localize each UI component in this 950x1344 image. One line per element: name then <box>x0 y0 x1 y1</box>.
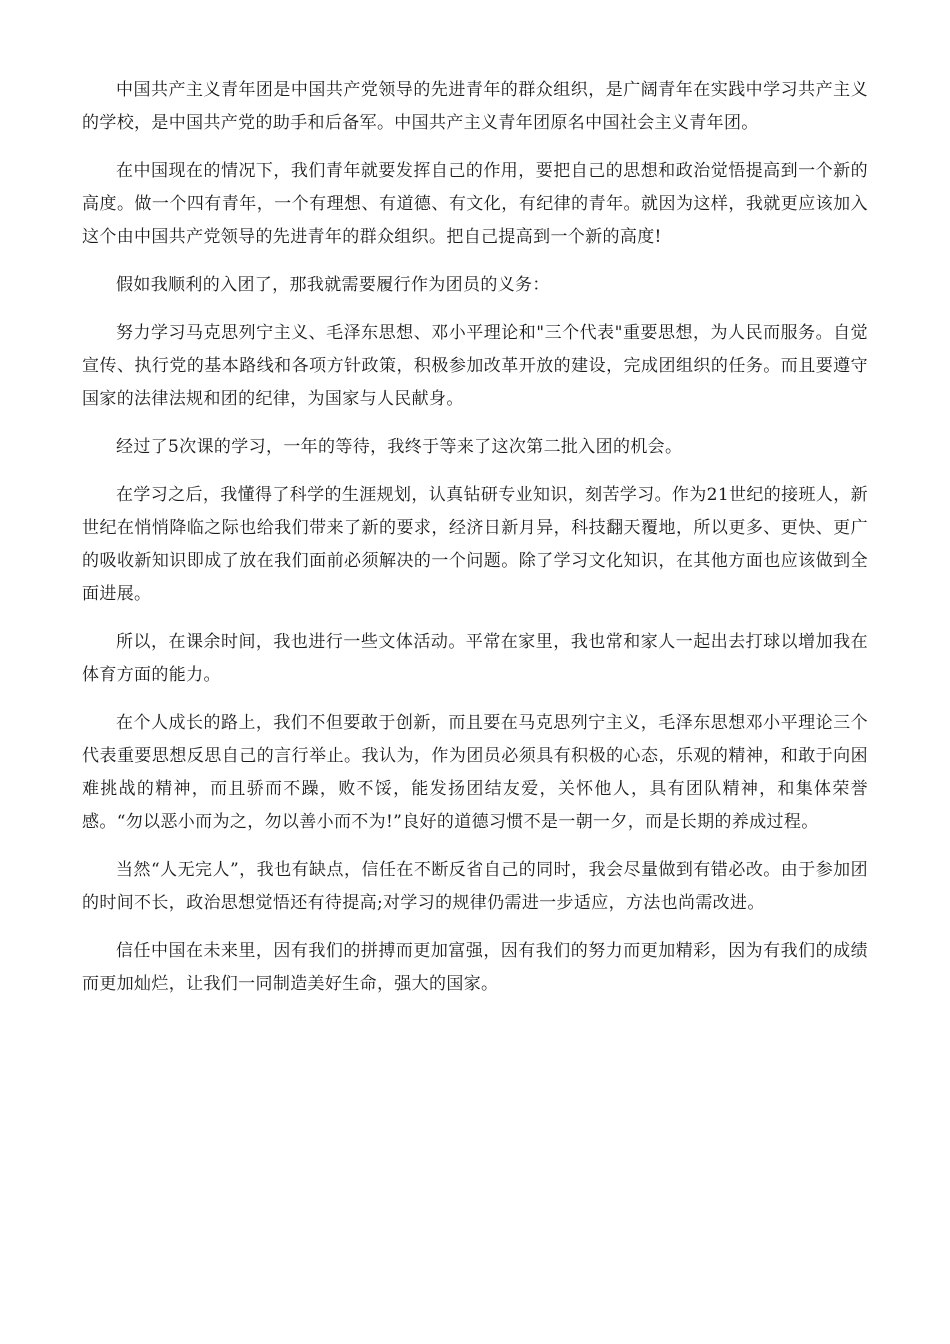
paragraph-1: 中国共产主义青年团是中国共产党领导的先进青年的群众组织，是广阔青年在实践中学习共产主义的学校，是中国共产党的助手和后备军。中国共产主义青年团原名中国社会主义青年团。 <box>82 80 868 133</box>
paragraph-5: 经过了5次课的学习，一年的等待，我终于等来了这次第二批入团的机会。 <box>116 437 683 457</box>
paragraph-2: 在中国现在的情况下，我们青年就要发挥自己的作用，要把自己的思想和政治觉悟提高到一个新的高度。做一个四有青年，一个有理想、有道德、有文化，有纪律的青年。就因为这样，我就更应该加入这个由中国共产党领导的先进青年的群众组织。把自己提高到一个新的高度! <box>82 161 868 247</box>
paragraph-9: 当然“人无完人”，我也有缺点，信任在不断反省自己的同时，我会尽量做到有错必改。由于参加团的时间不长，政治思想觉悟还有待提高;对学习的规律仍需进一步适应，方法也尚需改进。 <box>82 860 868 913</box>
document-body <box>82 74 868 1016</box>
paragraph-3: 假如我顺利的入团了，那我就需要履行作为团员的义务： <box>116 275 550 295</box>
paragraph-8: 在个人成长的路上，我们不但要敢于创新，而且要在马克思列宁主义，毛泽东思想邓小平理论三个代表重要思想反思自己的言行举止。我认为，作为团员必须具有积极的心态，乐观的精神，和敢于向困难挑战的精神，而且骄而不躁，败不馁，能发扬团结友爱，关怀他人，具有团队精神，和集体荣誉感。“勿以恶小而为之，勿以善小而不为!”良好的道德习惯不是一朝一夕，而是长期的养成过程。 <box>82 713 868 832</box>
paragraph-10: 信任中国在未来里，因有我们的拼搏而更加富强，因有我们的努力而更加精彩，因为有我们的成绩而更加灿烂，让我们一同制造美好生命，强大的国家。 <box>82 941 868 994</box>
paragraph-7: 所以，在课余时间，我也进行一些文体活动。平常在家里，我也常和家人一起出去打球以增加我在体育方面的能力。 <box>82 632 868 685</box>
paragraph-6: 在学习之后，我懂得了科学的生涯规划，认真钻研专业知识，刻苦学习。作为21世纪的接班人，新世纪在悄悄降临之际也给我们带来了新的要求，经济日新月异，科技翻天覆地，所以更多、更快、更广的吸收新知识即成了放在我们面前必须解决的一个问题。除了学习文化知识，在其他方面也应该做到全面进展。 <box>82 485 868 604</box>
paragraph-4: 努力学习马克思列宁主义、毛泽东思想、邓小平理论和"三个代表"重要思想，为人民而服务。自觉宣传、执行党的基本路线和各项方针政策，积极参加改革开放的建设，完成团组织的任务。而且要遵守国家的法律法规和团的纪律，为国家与人民献身。 <box>82 323 868 409</box>
